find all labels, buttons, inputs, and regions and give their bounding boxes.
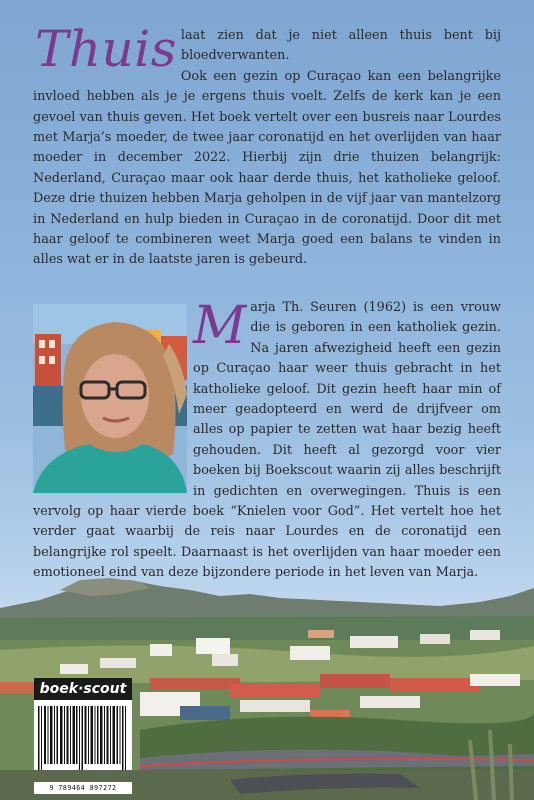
isbn-barcode-icon: [34, 700, 132, 770]
back-cover-blurb: [33, 20, 501, 271]
publisher-logo: boek·scout: [34, 678, 132, 700]
isbn-number: 9 789464 897272: [34, 782, 132, 794]
blurb-body: Ook een gezin op Curaçao kan een belangrijke invloed hebben als je je ergens thuis voelt. Zelfs de kerk kan je een gevoel van thuis geven. Het boek vertelt over een busreis naar Lourdes met Marja’s moeder, de twee jaar coronatijd en het overlijden van haar moeder in december 2022. Hierbij zijn drie thuizen belangrijk: Nederland, Curaçao maar ook haar derde thuis, het katholieke geloof. Deze drie thuizen hebben Marja geholpen in de vijf jaar van mantelzorg in Nederland en hulp bieden in Curaçao in de coronatijd. Door dit met haar geloof te combineren weet Marja goed een balans te vinden in alles wat er in de laatste jaren is gebeurd.: [33, 68, 501, 268]
bio-text: arja Th. Seuren (1962) is een vrouw die is geboren in een katholiek gezin. Na jaren afwezigheid heeft een gezin op Curaçao haar weer thuis gebracht in het katholieke geloof. Dit gezin heeft haar min of meer geadopteerd en werd de drijfveer om alles op papier te zetten wat haar bezig heeft gehouden. Dit heeft al gezorgd voor vier boeken bij Boekscout waarin zij alles beschrijft in gedichten en overwegingen. Thuis is een vervolg op haar vierde boek “Knielen voor God”. Het vertelt hoe het verder gaat waarbij de reis naar Lourdes en de coronatijd een belangrijke rol speelt. Daarnaast is het overlijden van haar moeder een emotioneel eind van deze bijzondere periode in het leven van Marja.: [33, 300, 501, 581]
author-bio: [33, 298, 501, 584]
blurb-first-line: laat zien dat je niet alleen thuis bent bij bloedverwanten.: [180, 28, 501, 64]
bio-drop-letter: M: [193, 296, 247, 356]
portrait-space: [33, 298, 193, 494]
book-title-word: Thuis: [35, 20, 177, 78]
